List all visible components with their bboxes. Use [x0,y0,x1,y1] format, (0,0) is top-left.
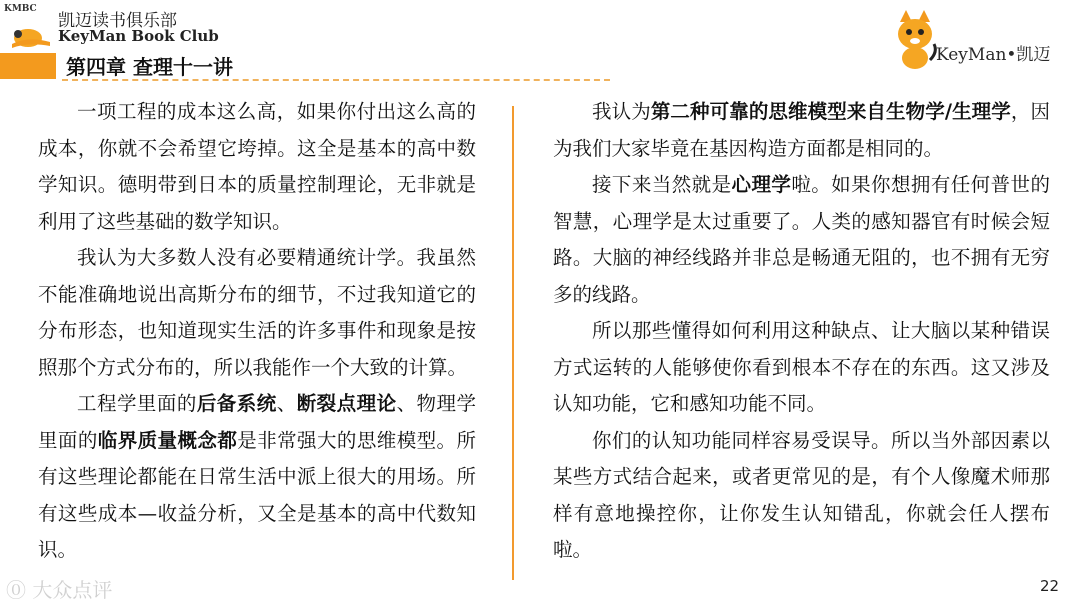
left-text-column [38,94,476,569]
slide-header [0,0,1080,80]
text-run: 是非常强大的思维模型。所有这些理论都能在日常生活中派上很大的用场。所有这些成本—收益分析，又全是基本的高中代数知识。 [38,428,476,561]
paragraph: 一项工程的成本这么高，如果你付出这么高的成本，你就不会希望它垮掉。这全是基本的高中数学知识。德明带到日本的质量控制理论，无非就是利用了这些基础的数学知识。 [38,100,476,233]
text-run: 、物理学里面的 [38,392,476,452]
chapter-title: 第四章 查理十一讲 [66,55,233,79]
paragraph: 你们的认知功能同样容易受误导。所以当外部因素以某些方式结合起来，或者更常见的是，有个人像魔术师那样有意地操控你，让你发生认知错乱，你就会任人摆布啦。 [553,428,1050,561]
logo-text: KMBC [4,4,37,14]
highlight-term: 第二种可靠的思维模型来自生物学/生理学 [650,100,1011,123]
club-logo [4,4,52,48]
text-run: ，因为我们大家毕竟在基因构造方面都是相同的。 [553,100,1050,160]
watermark: ⓪ 大众点评 [6,578,113,602]
right-text-column [553,94,1050,569]
highlight-term: 后备系统 [196,392,277,415]
paragraph: 所以那些懂得如何利用这种缺点、让大脑以某种错误方式运转的人能够使你看到根本不存在的东西。这又涉及认知功能，它和感知功能不同。 [553,319,1050,415]
cat-mascot-icon [890,8,940,72]
highlight-term: 心理学 [731,173,792,196]
text-run: 工程学里面的 [77,392,197,415]
cat-logo-icon [4,12,52,56]
text-run: 、 [276,392,297,415]
paragraph: 我认为大多数人没有必要精通统计学。我虽然不能准确地说出高斯分布的细节，不过我知道它的分布形态，也知道现实生活的许多事件和现象是按照那个方式分布的，所以我能作一个大致的计算。 [38,246,476,379]
highlight-term: 临界质量概念都 [97,428,238,452]
brand-name: KeyMan•凯迈 [936,45,1051,65]
chapter-underline [62,79,610,81]
paragraph [38,386,476,569]
paragraph [553,94,1050,167]
text-run: 我认为 [592,100,651,123]
club-name-cn: 凯迈读书俱乐部 [58,11,177,31]
text-run: 啦。如果你想拥有任何普世的智慧，心理学是太过重要了。人类的感知器官有时候会短路。大脑的神经线路并非总是畅通无阻的，也不拥有无穷多的线路。 [553,173,1050,306]
paragraph [553,167,1050,313]
club-name-en: KeyMan Book Club [58,27,219,45]
page-number: 22 [1040,577,1060,595]
highlight-term: 断裂点理论 [296,392,397,415]
text-run: 接下来当然就是 [592,173,732,196]
chapter-accent-bar [0,53,56,79]
column-divider [512,106,514,580]
